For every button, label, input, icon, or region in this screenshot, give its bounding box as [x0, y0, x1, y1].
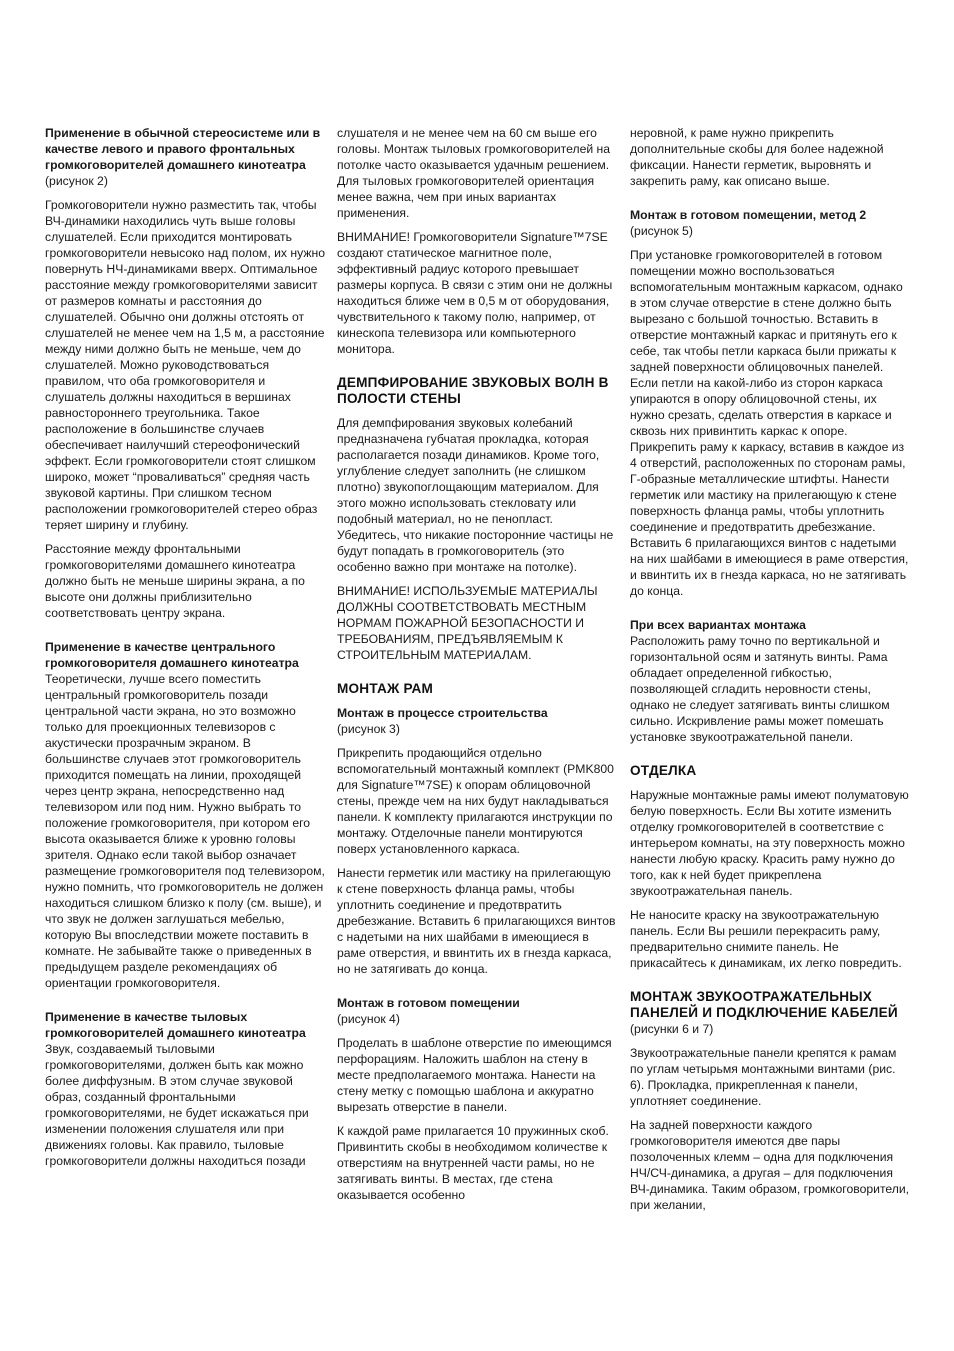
paragraph: Теоретически, лучше всего поместить центральный громкоговоритель позади центральной части экрана, но это возможно только для проекционных телевизоров с акустически прозрачным экраном. В большинстве случаев этот громкоговоритель приходится помещать на линии, проходящей через центр экрана, непосредственно над телевизором или под ним. Нужно выбрать то положение громкоговорителя, при котором его высота оказывается ближе к уровню головы зрителя. Однако если такой выбор означает размещение громкоговорителя под телевизором, нужно помнить, что громкоговоритель не должен находиться слишком близко к полу (см. выше), и что звук не должен заглушаться мебелью, которую Вы впоследствии можете поставить в комнате. Не забывайте также о приведенных в предыдущем разделе рекомендациях об ориентации громкоговорителя.	[45, 672, 325, 990]
paragraph: ВНИМАНИЕ! ИСПОЛЬЗУЕМЫЕ МАТЕРИАЛЫ ДОЛЖНЫ СООТВЕТСТВОВАТЬ МЕСТНЫМ НОРМАМ ПОЖАРНОЙ БЕЗОПАСНОСТИ И ТРЕБОВАНИЯМ, ПРЕДЪЯВЛЯЕМЫМ К СТРОИТЕЛЬНЫМ МАТЕРИАЛАМ.	[337, 584, 598, 662]
figure-note: (рисунок 3)	[337, 722, 400, 736]
figure-note: (рисунок 2)	[45, 174, 108, 188]
section-title-finished-room: Монтаж в готовом помещении	[337, 996, 520, 1010]
column-left	[45, 125, 326, 1177]
column-middle	[337, 125, 618, 1211]
paragraph: Прикрепить продающийся отдельно вспомогательный монтажный комплект (PMK800 для Signature™7SE) к опорам облицовочной стены, прежде чем на них будут накладываться панели. К комплекту прилагаются инструкции по монтажу. Отделочные панели монтируются поверх установленного каркаса.	[337, 746, 614, 856]
heading-damping: ДЕМПФИРОВАНИЕ ЗВУКОВЫХ ВОЛН В ПОЛОСТИ СТЕНЫ	[337, 375, 609, 406]
paragraph: На задней поверхности каждого громкоговорителя имеются две пары позолоченных клемм – одна для подключения НЧ/СЧ-динамика, а другая – для подключения ВЧ-динамика. Таким образом, громкоговорители, при желании,	[630, 1118, 910, 1212]
section-title-rear: Применение в качестве тыловых громкоговорителей домашнего кинотеатра	[45, 1010, 306, 1040]
figure-note: (рисунки 6 и 7)	[630, 1022, 714, 1036]
heading-finishing: ОТДЕЛКА	[630, 763, 697, 778]
section-title-method-2: Монтаж в готовом помещении, метод 2	[630, 208, 867, 222]
column-right	[630, 125, 911, 1221]
section-title-construction: Монтаж в процессе строительства	[337, 706, 548, 720]
paragraph: Для демпфирования звуковых колебаний предназначена губчатая прокладка, которая располагается позади динамиков. Кроме того, углубление следует заполнить (не слишком плотно) звукопоглощающим материалом. Для этого можно использовать стекловату или подобный материал, но не пенопласт. Убедитесь, что никакие посторонние частицы не будут попадать в громкоговоритель (это особенно важно при монтаже на потолке).	[337, 416, 614, 574]
paragraph: При установке громкоговорителей в готовом помещении можно воспользоваться вспомогательным монтажным каркасом, однако в этом случае отверстие в стене должно быть вырезано с большой точностью. Вставить в отверстие монтажный каркас и притянуть его к себе, так чтобы петли каркаса были прижаты к задней поверхности облицовочных панелей. Если петли на какой-либо из сторон каркаса упираются в опору облицовочной стены, их нужно срезать, сделать отверстия в каркасе и сквозь них привинтить каркас к опоре. Прикрепить раму к каркасу, вставив в каждое из 4 отверстий, расположенных по сторонам рамы, Г-образные металлические штифты. Нанести герметик или мастику на прилегающую к стене поверхность фланца рамы, чтобы уплотнить соединение и предотвратить дребезжание. Вставить 6 прилагающихся винтов с надетыми на них шайбами в имеющиеся в раме отверстия, и ввинтить их в гнезда каркаса, но не затягивать до конца.	[630, 248, 909, 598]
paragraph: Нанести герметик или мастику на прилегающую к стене поверхность фланца рамы, чтобы уплотнить соединение и предотвратить дребезжание. Вставить 6 прилагающихся винтов с надетыми на них шайбами в имеющиеся в раме отверстия, и ввинтить их в гнезда каркаса, но не затягивать до конца.	[337, 866, 616, 976]
section-title-center: Применение в качестве центрального громкоговорителя домашнего кинотеатра	[45, 640, 299, 670]
paragraph: Звук, создаваемый тыловыми громкоговорителями, должен быть как можно более диффузным. В этом случае звуковой образ, созданный фронтальными громкоговорителями, не будет искажаться при изменении положения слушателя или при движениях головы. Как правило, тыловые громкоговорители должны находиться позади	[45, 1042, 309, 1168]
figure-note: (рисунок 5)	[630, 224, 693, 238]
figure-note: (рисунок 4)	[337, 1012, 400, 1026]
paragraph: Наружные монтажные рамы имеют полуматовую белую поверхность. Если Вы хотите изменить отделку громкоговорителей в соответствие с интерьером комнаты, на эту поверхность можно нанести любую краску. Красить раму нужно до того, как к ней будет прикреплена звукоотражательная панель.	[630, 788, 909, 898]
paragraph: Расстояние между фронтальными громкоговорителями домашнего кинотеатра должно быть не меньше ширины экрана, а по высоте они должны приблизительно соответствовать центру экрана.	[45, 542, 305, 620]
paragraph: Не наносите краску на звукоотражательную панель. Если Вы решили перекрасить раму, предварительно снимите панель. Не прикасайтесь к динамикам, их легко повредить.	[630, 908, 902, 970]
heading-frame-mounting: МОНТАЖ РАМ	[337, 681, 434, 696]
paragraph: Громкоговорители нужно разместить так, чтобы ВЧ-динамики находились чуть выше головы слушателей. Если приходится монтировать громкоговорители невысоко над полом, их нужно повернуть НЧ-динамиками вверх. Оптимальное расстояние между громкоговорителями зависит от размеров комнаты и расстояния до слушателей. Обычно они должны отстоять от слушателей не менее чем на 1,5 м, а расстояние между ними должно быть не меньше, чем до слушателей. Можно руководствоваться правилом, что оба громкоговорителя и слушатель должны находиться в вершинах равностороннего треугольника. Такое расположение в большинстве случаев обеспечивает наилучший стереофонический эффект. Если громкоговорители стоят слишком широко, может “проваливаться” средняя часть звуковой картины. При слишком тесном расположении громкоговорителей стерео образ теряет ширину и глубину.	[45, 198, 325, 532]
paragraph: неровной, к раме нужно прикрепить дополнительные скобы для более надежной фиксации. Нанести герметик, выровнять и закрепить раму, как описано выше.	[630, 126, 884, 188]
paragraph: Проделать в шаблоне отверстие по имеющимся перфорациям. Наложить шаблон на стену в месте предполагаемого монтажа. Нанести на стену метку с помощью шаблона и аккуратно вырезать отверстие в панели.	[337, 1036, 612, 1114]
paragraph: К каждой раме прилагается 10 пружинных скоб. Привинтить скобы в необходимом количестве к отверстиям на внутренней части рамы, но не затягивать винты. В местах, где стена оказывается особенно	[337, 1124, 609, 1202]
paragraph: слушателя и не менее чем на 60 см выше его головы. Монтаж тыловых громкоговорителей на потолке часто оказывается удачным решением. Для тыловых громкоговорителей ориентация менее важна, чем при иных вариантах применения.	[337, 126, 611, 220]
paragraph: ВНИМАНИЕ! Громкоговорители Signature™7SE создают статическое магнитное поле, эффективный радиус которого превышает размеры корпуса. В связи с этим они не должны находиться ближе чем в 0,5 м от оборудования, чувствительного к такому полю, например, от кинескопа телевизора или компьютерного монитора.	[337, 230, 613, 356]
section-title-stereo: Применение в обычной стереосистеме или в качестве левого и правого фронтальных громкоговорителей домашнего кинотеатра	[45, 126, 321, 172]
paragraph: Расположить раму точно по вертикальной и горизонтальной осям и затянуть винты. Рама обладает определенной гибкостью, позволяющей сгладить неровности стены, однако не следует затягивать винты слишком сильно. Искривление рамы может помешать установке звукоотражательной панели.	[630, 634, 890, 744]
paragraph: Звукоотражательные панели крепятся к рамам по углам четырьмя монтажными винтами (рис. 6). Прокладка, прикрепленная к панели, уплотняет соединение.	[630, 1046, 897, 1108]
section-title-all-variants: При всех вариантах монтажа	[630, 618, 806, 632]
heading-panels-cables: МОНТАЖ ЗВУКООТРАЖАТЕЛЬНЫХ ПАНЕЛЕЙ И ПОДКЛЮЧЕНИЕ КАБЕЛЕЙ	[630, 989, 898, 1020]
